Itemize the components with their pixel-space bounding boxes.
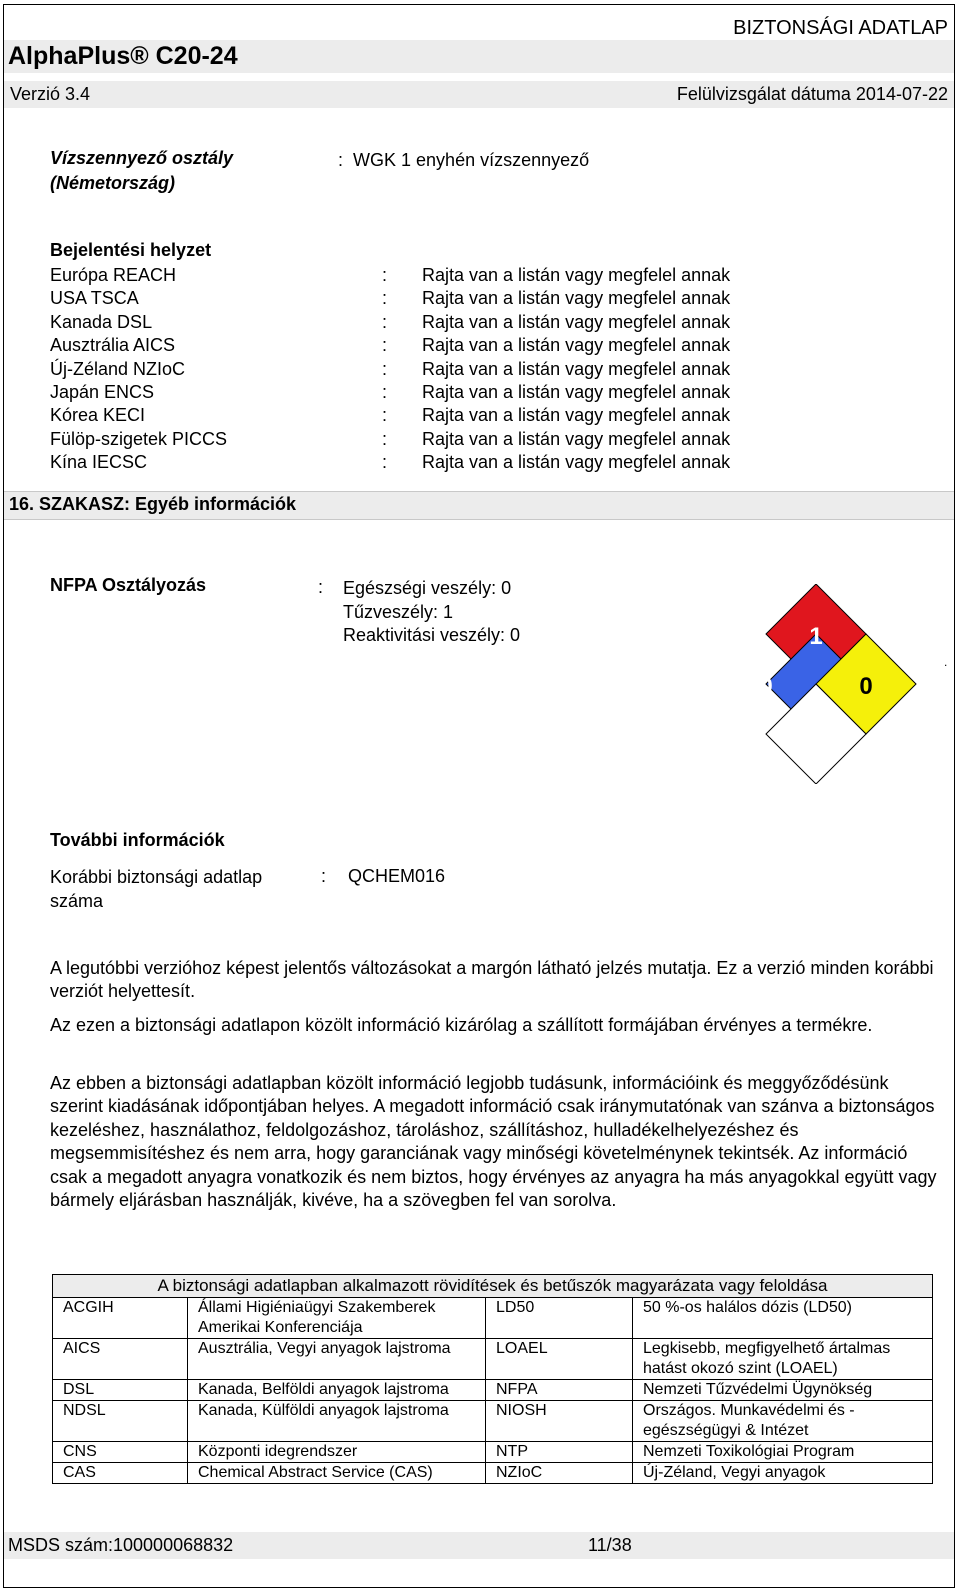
disclaimer-paragraph: Az ebben a biztonsági adatlapban közölt információ legjobb tudásunk, információink és meggyőződésünk szerint kiadásának időpontjában helyes. A megadott információ csak iránymutatónak van szánva a biztonságos kezeléshez, használathoz, feldolgozáshoz, tároláshoz, szállításhoz, hulladékelhelyezéshez és megsemmisítéshez és nem arra, hogy garanciának vagy minőségi követelménynek tekintsék. Az információ csak a megadott anyagra vonatkozik és nem biztos, hogy érvényes az anyagra ha más anyagokkal együtt vagy bármely eljárásban használják, kivéve, ha a szövegben fel van sorolva. — [50, 1073, 937, 1211]
nfpa-fire: Tűzveszély: 1 — [343, 601, 454, 622]
water-hazard-colon: : — [338, 150, 344, 170]
nfpa-values — [343, 577, 520, 648]
registration-status: Rajta van a listán vagy megfelel annak — [422, 405, 731, 426]
abbr-code: NDSL — [53, 1401, 188, 1442]
registration-inventory: Japán ENCS — [50, 381, 155, 402]
nfpa-diamond-icon — [756, 584, 926, 784]
registration-colon: : — [382, 452, 388, 473]
abbr-code: NTP — [486, 1442, 633, 1463]
nfpa-health: Egészségi veszély: 0 — [343, 578, 512, 598]
revision-note-paragraph: A legutóbbi verzióhoz képest jelentős változásokat a margón látható jelzés mutatja. Ez a verzió minden korábbi verziót helyettesít. — [50, 958, 934, 1002]
table-row — [53, 1401, 933, 1442]
water-hazard-label-line1: Vízszennyező osztály — [50, 148, 234, 168]
table-header-row — [53, 1275, 933, 1298]
registration-status: Rajta van a listán vagy megfelel annak — [422, 335, 731, 356]
abbr-meaning: Állami Higiéniaügyi Szakemberek Amerikai Konferenciája — [188, 1298, 486, 1339]
previous-sds-colon: : — [321, 866, 327, 886]
nfpa-reactivity-number: 0 — [859, 673, 873, 700]
water-hazard-value — [338, 150, 589, 171]
table-row — [53, 1442, 933, 1463]
abbr-meaning: Új-Zéland, Vegyi anyagok — [633, 1463, 933, 1484]
abbr-meaning: Nemzeti Tűzvédelmi Ügynökség — [633, 1380, 933, 1401]
previous-sds-label-line2: száma — [50, 890, 104, 911]
table-row — [53, 1380, 933, 1401]
registration-colon: : — [382, 358, 388, 379]
registration-status: Rajta van a listán vagy megfelel annak — [422, 265, 731, 285]
abbr-code: CAS — [53, 1463, 188, 1484]
registration-status: Rajta van a listán vagy megfelel annak — [422, 452, 731, 473]
previous-sds-label-line1: Korábbi biztonsági adatlap — [50, 867, 263, 887]
registration-status: Rajta van a listán vagy megfelel annak — [422, 311, 731, 332]
registration-colon: : — [382, 288, 388, 309]
abbreviations-title: A biztonsági adatlapban alkalmazott rövidítések és betűszók magyarázata vagy feloldása — [53, 1275, 933, 1298]
registration-status: Rajta van a listán vagy megfelel annak — [422, 288, 731, 309]
abbr-meaning: Nemzeti Toxikológiai Program — [633, 1442, 933, 1463]
nfpa-colon: : — [318, 577, 324, 597]
water-hazard-label-line2: (Németország) — [50, 173, 176, 193]
registration-colon: : — [382, 335, 388, 356]
product-name: AlphaPlus® C20-24 — [8, 42, 238, 70]
abbr-meaning: Legkisebb, megfigyelhető ártalmas hatást okozó szint (LOAEL) — [633, 1339, 933, 1380]
abbr-meaning: Chemical Abstract Service (CAS) — [188, 1463, 486, 1484]
abbr-code: LD50 — [486, 1298, 633, 1339]
previous-sds-number: QCHEM016 — [348, 866, 446, 886]
abbr-meaning: Ausztrália, Vegyi anyagok lajstroma — [188, 1339, 486, 1380]
page-number: 11/38 — [588, 1535, 632, 1555]
previous-sds-label — [50, 866, 262, 913]
abbr-code: LOAEL — [486, 1339, 633, 1380]
registration-colon: : — [382, 381, 388, 402]
registration-colon: : — [382, 311, 388, 332]
registration-inventory: Kanada DSL — [50, 311, 153, 332]
additional-info-title: További információk — [50, 830, 225, 850]
registration-status: Rajta van a listán vagy megfelel annak — [422, 428, 731, 449]
registration-inventory: Kórea KECI — [50, 405, 146, 426]
registration-status: Rajta van a listán vagy megfelel annak — [422, 358, 731, 379]
water-hazard-label — [50, 146, 233, 196]
abbr-code: DSL — [53, 1380, 188, 1401]
revision-date: Felülvizsgálat dátuma 2014-07-22 — [676, 84, 948, 104]
abbr-code: NFPA — [486, 1380, 633, 1401]
registration-title: Bejelentési helyzet — [50, 240, 212, 260]
version-label: Verzió 3.4 — [10, 84, 91, 104]
water-hazard-text: WGK 1 enyhén vízszennyező — [353, 150, 590, 170]
registration-inventory: USA TSCA — [50, 288, 139, 309]
nfpa-reactivity: Reaktivitási veszély: 0 — [343, 625, 521, 645]
abbr-meaning: Országos. Munkavédelmi és - egészségügyi & Intézet — [633, 1401, 933, 1442]
abbr-code: AICS — [53, 1339, 188, 1380]
registration-inventory: Ausztrália AICS — [50, 335, 176, 356]
stray-dot: . — [944, 655, 948, 669]
registration-colon: : — [382, 265, 388, 285]
nfpa-fire-number: 1 — [809, 623, 823, 650]
registration-inventory: Európa REACH — [50, 265, 177, 285]
table-row — [53, 1298, 933, 1339]
section-title: 16. SZAKASZ: Egyéb információk — [9, 494, 297, 514]
abbr-meaning: Kanada, Belföldi anyagok lajstroma — [188, 1380, 486, 1401]
abbr-code: CNS — [53, 1442, 188, 1463]
registration-colon: : — [382, 428, 388, 449]
registration-status: Rajta van a listán vagy megfelel annak — [422, 381, 731, 402]
registration-colon: : — [382, 405, 388, 426]
msds-number: MSDS szám:100000068832 — [8, 1535, 234, 1555]
abbreviations-table — [52, 1274, 933, 1484]
abbr-meaning: Központi idegrendszer — [188, 1442, 486, 1463]
document-type: BIZTONSÁGI ADATLAP — [733, 17, 948, 39]
nfpa-label: NFPA Osztályozás — [50, 575, 207, 595]
abbr-meaning: Kanada, Külföldi anyagok lajstroma — [188, 1401, 486, 1442]
registration-inventory: Fülöp-szigetek PICCS — [50, 428, 228, 449]
table-row — [53, 1463, 933, 1484]
registration-inventory: Új-Zéland NZIoC — [50, 358, 186, 379]
table-row — [53, 1339, 933, 1380]
abbr-code: NIOSH — [486, 1401, 633, 1442]
abbr-meaning: 50 %-os halálos dózis (LD50) — [633, 1298, 933, 1339]
nfpa-health-number: 0 — [759, 673, 773, 700]
abbr-code: ACGIH — [53, 1298, 188, 1339]
abbr-code: NZIoC — [486, 1463, 633, 1484]
registration-inventory: Kína IECSC — [50, 452, 148, 473]
validity-paragraph: Az ezen a biztonsági adatlapon közölt információ kizárólag a szállított formájában érvényes a termékre. — [50, 1015, 873, 1035]
